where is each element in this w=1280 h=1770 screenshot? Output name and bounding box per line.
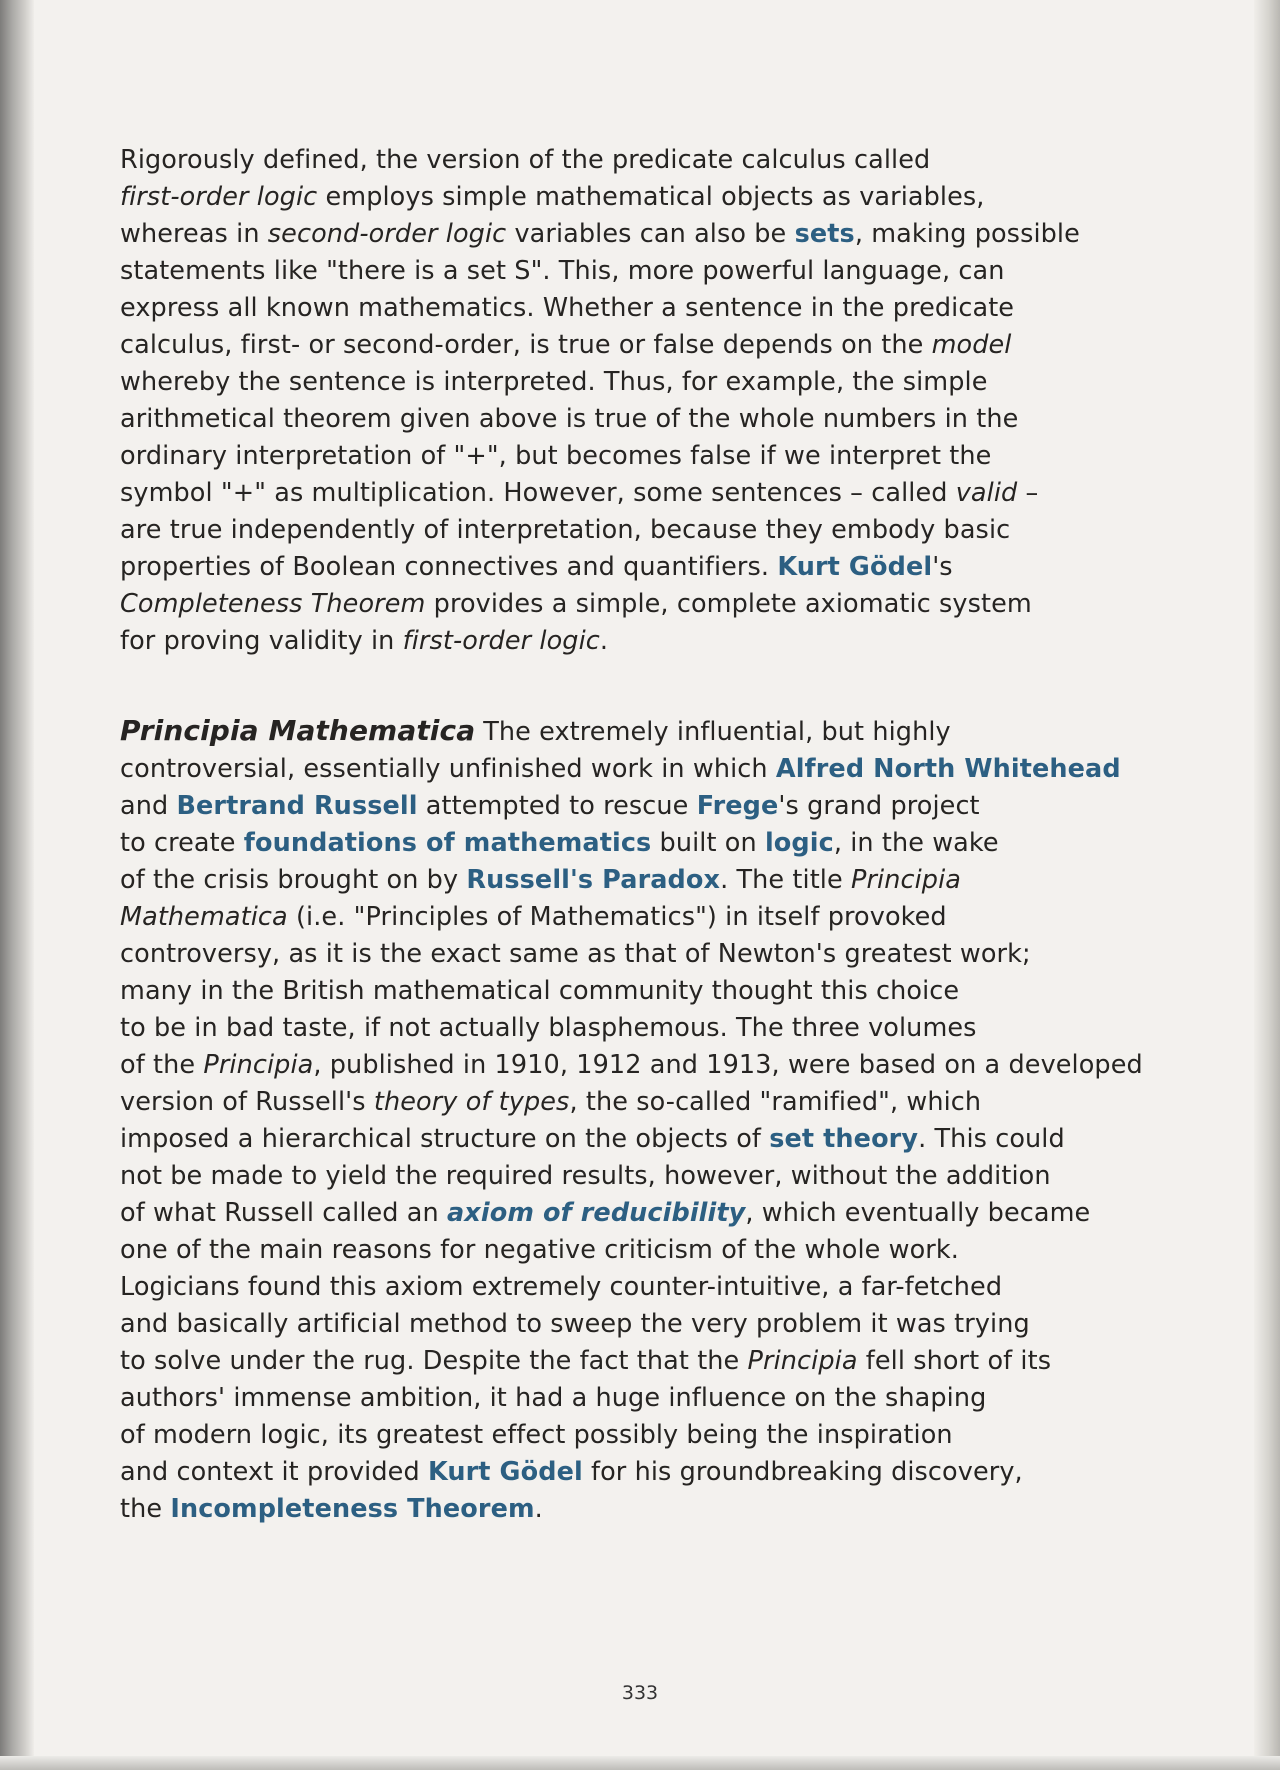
text-line: many in the British mathematical community thought this choice bbox=[120, 976, 960, 1006]
text-line: statements like "there is a set S". This, more powerful language, can bbox=[120, 256, 1005, 286]
text-line: ordinary interpretation of "+", but becomes false if we interpret the bbox=[120, 441, 992, 471]
term-mathematica: Mathematica bbox=[120, 902, 288, 932]
text-line: calculus, first- or second-order, is true or false depends on the model bbox=[120, 330, 1012, 360]
text-line: controversy, as it is the exact same as that of Newton's greatest work; bbox=[120, 939, 1031, 969]
page-fore-edge bbox=[1254, 0, 1280, 1770]
text-line: properties of Boolean connectives and quantifiers. Kurt Gödel's bbox=[120, 552, 953, 582]
book-spine-shadow bbox=[0, 0, 34, 1770]
link-alfred-north-whitehead[interactable]: Alfred North Whitehead bbox=[775, 754, 1121, 784]
text-line: whereas in second-order logic variables can also be sets, making possible bbox=[120, 219, 1080, 249]
term-principia: Principia bbox=[850, 865, 961, 895]
text-line: Principia Mathematica The extremely influential, but highly bbox=[120, 714, 951, 747]
text-line: are true independently of interpretation, because they embody basic bbox=[120, 515, 1011, 545]
paragraph-principia-mathematica bbox=[120, 712, 1143, 1528]
text-line: arithmetical theorem given above is true of the whole numbers in the bbox=[120, 404, 1019, 434]
text-line: controversial, essentially unfinished work in which Alfred North Whitehead bbox=[120, 754, 1121, 784]
text-line: Mathematica (i.e. "Principles of Mathematics") in itself provoked bbox=[120, 902, 947, 932]
link-set-theory[interactable]: set theory bbox=[769, 1124, 919, 1154]
text-line: Rigorously defined, the version of the predicate calculus called bbox=[120, 145, 931, 175]
text-line: of modern logic, its greatest effect possibly being the inspiration bbox=[120, 1420, 953, 1450]
link-kurt-godel[interactable]: Kurt Gödel bbox=[777, 552, 933, 582]
term-principia: Principia bbox=[203, 1050, 314, 1080]
link-bertrand-russell[interactable]: Bertrand Russell bbox=[176, 791, 418, 821]
text-line: Logicians found this axiom extremely counter-intuitive, a far-fetched bbox=[120, 1272, 1003, 1302]
page-body bbox=[120, 142, 1143, 1580]
link-logic[interactable]: logic bbox=[764, 828, 834, 858]
link-sets[interactable]: sets bbox=[794, 219, 855, 249]
page-bottom-edge bbox=[0, 1756, 1280, 1770]
text-line: for proving validity in first-order logic. bbox=[120, 626, 609, 656]
term-theory-of-types: theory of types bbox=[373, 1087, 570, 1117]
text-line: Completeness Theorem provides a simple, complete axiomatic system bbox=[120, 589, 1032, 619]
text-line: and context it provided Kurt Gödel for his groundbreaking discovery, bbox=[120, 1457, 1023, 1487]
term-completeness-theorem: Completeness Theorem bbox=[120, 589, 426, 619]
paragraph-first-order-logic bbox=[120, 142, 1120, 660]
link-incompleteness-theorem[interactable]: Incompleteness Theorem bbox=[170, 1494, 535, 1524]
text-line: to be in bad taste, if not actually blasphemous. The three volumes bbox=[120, 1013, 977, 1043]
text-line: the Incompleteness Theorem. bbox=[120, 1494, 543, 1524]
text-line: one of the main reasons for negative criticism of the whole work. bbox=[120, 1235, 959, 1265]
link-foundations-of-mathematics[interactable]: foundations of mathematics bbox=[243, 828, 652, 858]
text-line: express all known mathematics. Whether a sentence in the predicate bbox=[120, 293, 1015, 323]
text-line: whereby the sentence is interpreted. Thus, for example, the simple bbox=[120, 367, 988, 397]
link-axiom-of-reducibility[interactable]: axiom of reducibility bbox=[447, 1198, 746, 1228]
link-russells-paradox[interactable]: Russell's Paradox bbox=[466, 865, 721, 895]
link-kurt-godel[interactable]: Kurt Gödel bbox=[427, 1457, 583, 1487]
term-principia: Principia bbox=[747, 1346, 858, 1376]
entry-heading: Principia Mathematica bbox=[120, 714, 476, 747]
text-line: first-order logic employs simple mathematical objects as variables, bbox=[120, 182, 985, 212]
text-line: imposed a hierarchical structure on the objects of set theory. This could bbox=[120, 1124, 1065, 1154]
link-frege[interactable]: Frege bbox=[696, 791, 779, 821]
term-second-order-logic: second-order logic bbox=[267, 219, 507, 249]
text-line: and basically artificial method to sweep the very problem it was trying bbox=[120, 1309, 1030, 1339]
text-line: of what Russell called an axiom of reducibility, which eventually became bbox=[120, 1198, 1091, 1228]
text-line: authors' immense ambition, it had a huge influence on the shaping bbox=[120, 1383, 987, 1413]
text-line: of the Principia, published in 1910, 1912 and 1913, were based on a developed bbox=[120, 1050, 1143, 1080]
text-line: of the crisis brought on by Russell's Paradox. The title Principia bbox=[120, 865, 961, 895]
term-first-order-logic: first-order logic bbox=[402, 626, 600, 656]
text-line: and Bertrand Russell attempted to rescue Frege's grand project bbox=[120, 791, 980, 821]
term-valid: valid bbox=[955, 478, 1018, 508]
term-model: model bbox=[931, 330, 1012, 360]
text-line: to solve under the rug. Despite the fact that the Principia fell short of its bbox=[120, 1346, 1052, 1376]
text-line: symbol "+" as multiplication. However, some sentences – called valid – bbox=[120, 478, 1039, 508]
text-line: version of Russell's theory of types, the so-called "ramified", which bbox=[120, 1087, 982, 1117]
text-line: not be made to yield the required results, however, without the addition bbox=[120, 1161, 1051, 1191]
text-line: to create foundations of mathematics built on logic, in the wake bbox=[120, 828, 999, 858]
page-number: 333 bbox=[621, 1682, 659, 1704]
term-first-order-logic: first-order logic bbox=[120, 182, 318, 212]
